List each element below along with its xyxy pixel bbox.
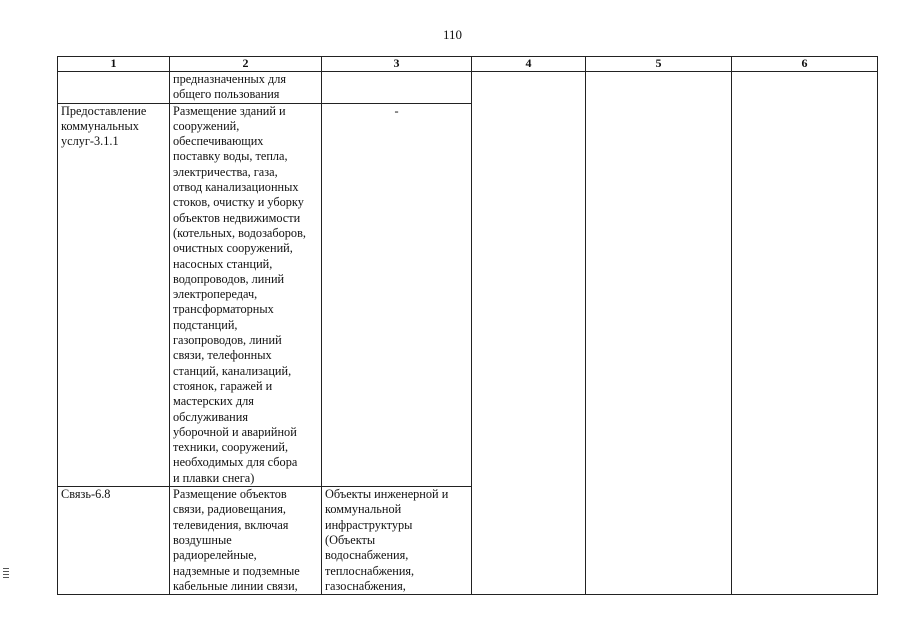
cell-text-line: стоков, очистку и уборку: [173, 195, 304, 210]
col6-cell: [732, 72, 878, 595]
cell-text-line: техники, сооружений,: [173, 440, 289, 455]
cell-text-line: станций, канализаций,: [173, 363, 292, 378]
cell-text-line: поставку воды, тепла,: [173, 149, 288, 164]
cell-text-line: (котельных, водозаборов,: [173, 225, 306, 240]
cell-text-line: необходимых для сбора: [173, 455, 298, 470]
cell-text-line: услуг-3.1.1: [61, 134, 119, 149]
cell-text-line: стоянок, гаражей и: [173, 378, 273, 393]
cell-text-line: объектов недвижимости: [173, 210, 301, 225]
header-row: [58, 57, 878, 72]
cell-text-line: подстанций,: [173, 317, 238, 332]
cell-text-line: водопроводов, линий: [173, 271, 285, 286]
cell-text-line: коммунальной: [325, 502, 402, 517]
header-col-1: 1: [58, 57, 170, 72]
table-row: [58, 72, 878, 104]
row3-col2: [170, 487, 322, 595]
cell-text-line: обслуживания: [173, 409, 248, 424]
cell-text-line: теплоснабжения,: [325, 563, 415, 578]
header-col-3: 3: [322, 57, 472, 72]
cell-text-line: Размещение зданий и: [173, 103, 286, 118]
row1-col1: [58, 72, 170, 104]
header-col-5: 5: [586, 57, 732, 72]
cell-text-line: связи, телефонных: [173, 348, 272, 363]
cell-text-line: отвод канализационных: [173, 180, 299, 195]
cell-text-line: Размещение объектов: [173, 487, 287, 502]
cell-text-line: насосных станций,: [173, 256, 273, 271]
cell-text-line: инфраструктуры: [325, 517, 413, 532]
cell-text-line: Предоставление: [61, 103, 147, 118]
cell-text-line: обеспечивающих: [173, 134, 264, 149]
cell-text-line: трансформаторных: [173, 302, 274, 317]
regulations-table: [57, 56, 878, 595]
row3-col1: [58, 487, 170, 595]
scan-edge-marks: [3, 568, 9, 580]
cell-text-line: предназначенных для: [173, 72, 287, 86]
cell-text-line: газопроводов, линий: [173, 333, 282, 348]
cell-text-line: Объекты инженерной и: [325, 487, 449, 502]
cell-text-line: электричества, газа,: [173, 164, 278, 179]
row3-col3: [322, 487, 472, 595]
row1-col3: [322, 72, 472, 104]
col5-cell: [586, 72, 732, 595]
header-col-4: 4: [472, 57, 586, 72]
row2-col2: [170, 103, 322, 486]
cell-text-line: связи, радиовещания,: [173, 502, 286, 517]
col4-cell: [472, 72, 586, 595]
cell-text-line: сооружений,: [173, 118, 240, 133]
cell-text-line: очистных сооружений,: [173, 241, 293, 256]
cell-text-line: Связь-6.8: [61, 487, 111, 502]
cell-text-line: общего пользования: [173, 87, 280, 102]
cell-text-line: водоснабжения,: [325, 548, 409, 563]
header-col-6: 6: [732, 57, 878, 72]
cell-text-line: коммунальных: [61, 118, 139, 133]
cell-text-line: воздушные: [173, 532, 232, 547]
row2-col3: [322, 103, 472, 486]
cell-text-line: газоснабжения,: [325, 578, 406, 593]
header-col-2: 2: [170, 57, 322, 72]
cell-text-line: кабельные линии связи,: [173, 578, 298, 593]
cell-text-line: и плавки снега): [173, 470, 255, 485]
cell-text-line: мастерских для: [173, 394, 254, 409]
cell-text-line: электропередач,: [173, 287, 258, 302]
cell-text-line: телевидения, включая: [173, 517, 289, 532]
row1-col2: [170, 72, 322, 104]
cell-text-line: (Объекты: [325, 532, 376, 547]
cell-text-line: уборочной и аварийной: [173, 424, 297, 439]
cell-text-line: -: [394, 103, 399, 118]
row2-col1: [58, 103, 170, 486]
cell-text-line: радиорелейные,: [173, 548, 257, 563]
page-number: 110: [442, 27, 463, 42]
cell-text-line: надземные и подземные: [173, 563, 300, 578]
